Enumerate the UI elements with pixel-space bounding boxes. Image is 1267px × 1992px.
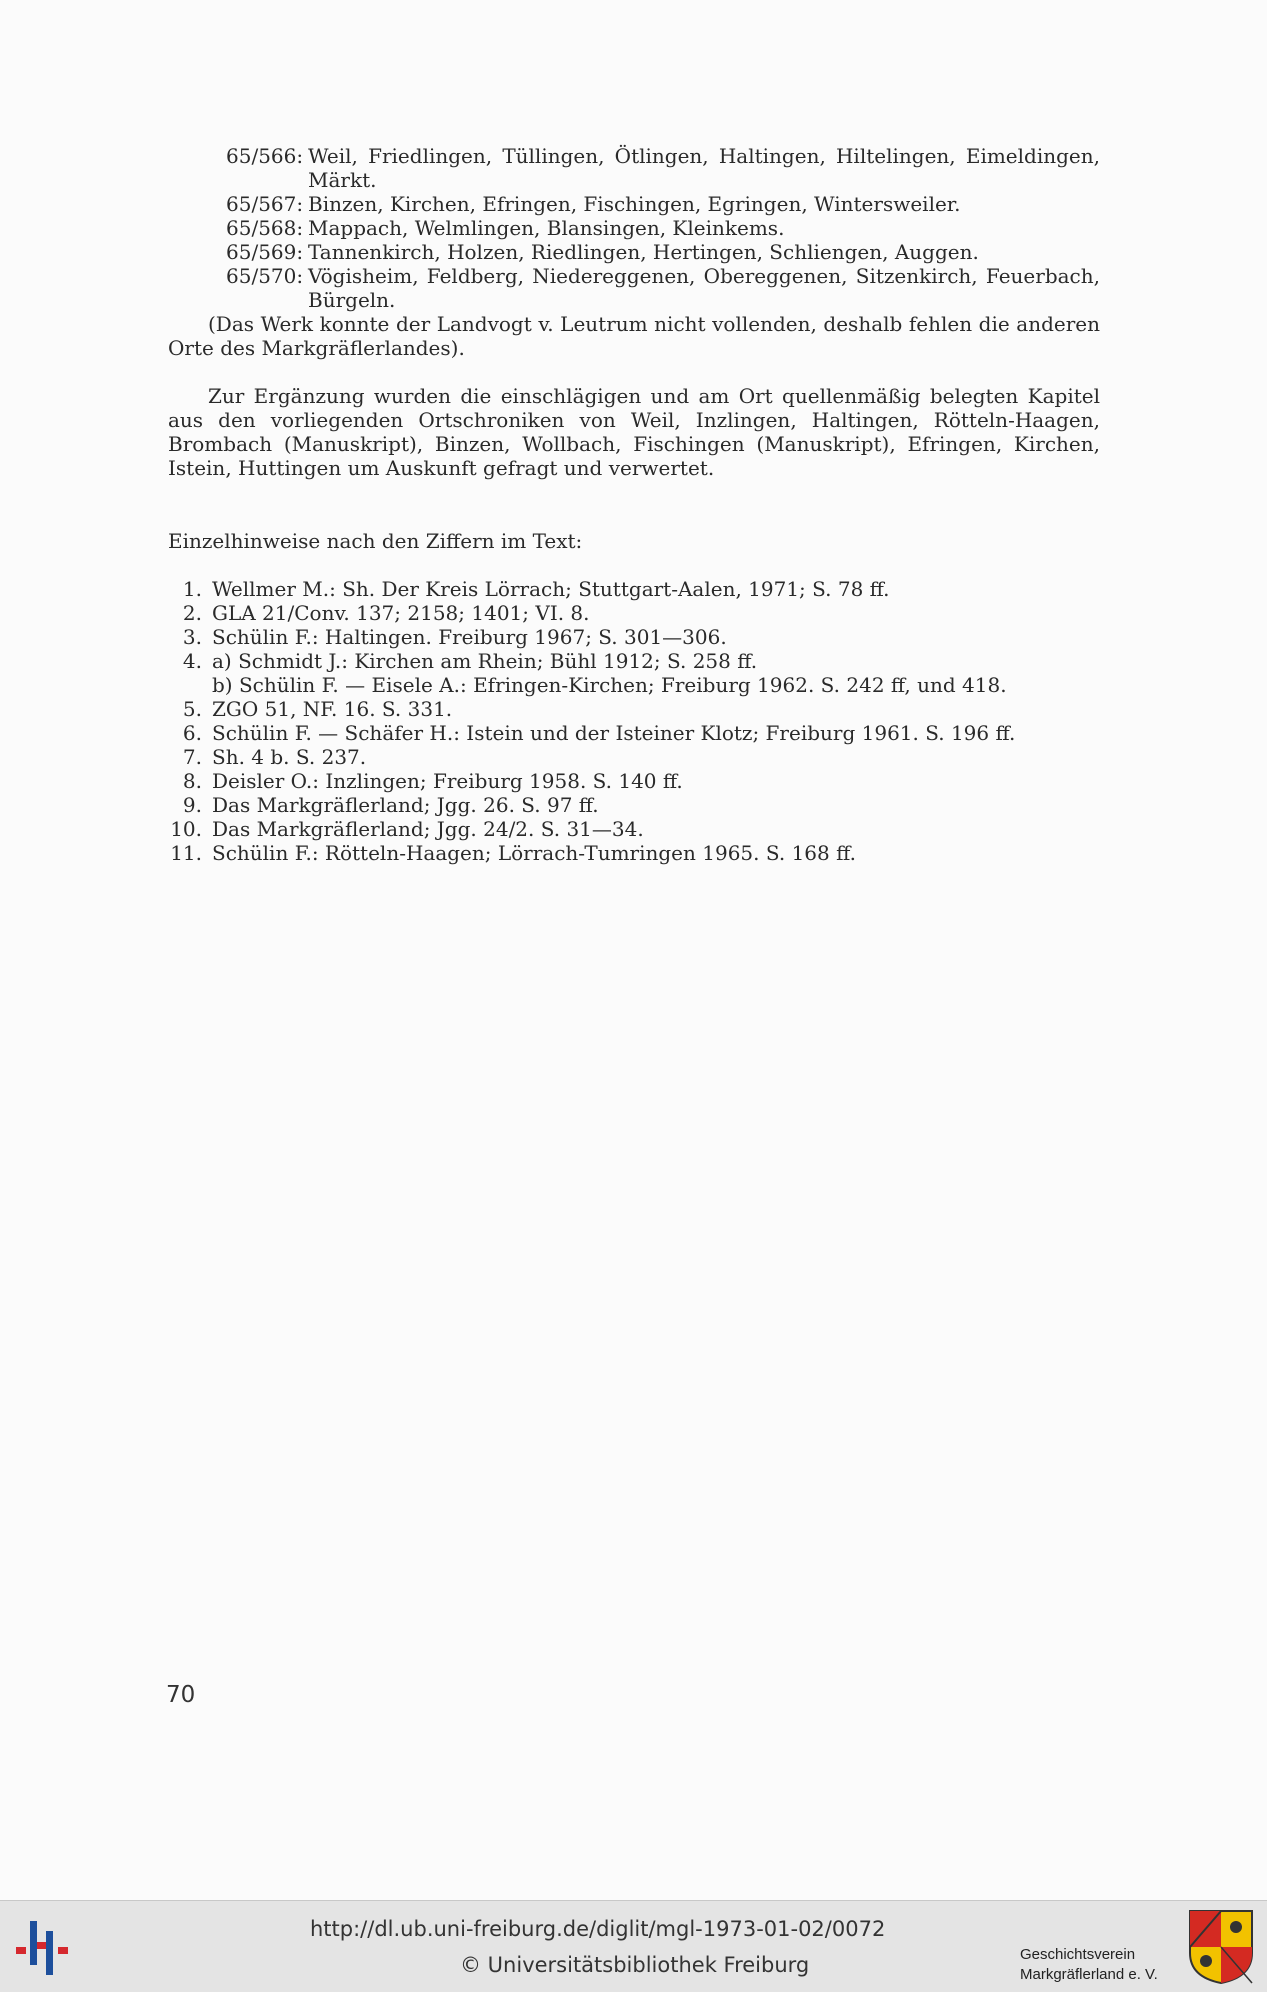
footnote-number: 7. [182,745,202,769]
registry-code: 65/566: [226,144,304,168]
registry-code: 65/568: [226,216,304,240]
footnote-item [168,625,1100,649]
footnote-number: 9. [182,793,202,817]
footnote-text: b) Schülin F. — Eisele A.: Efringen-Kirchen; Freiburg 1962. S. 242 ff, und 418. [212,673,1007,697]
footnote-number: 3. [182,625,202,649]
footnote-text: Das Markgräflerland; Jgg. 24/2. S. 31—34. [212,817,644,841]
registry-entry [168,240,1100,264]
footnote-number: 8. [182,769,202,793]
footnote-text: ZGO 51, NF. 16. S. 331. [212,697,453,721]
footnote-item [168,697,1100,721]
registry-code: 65/567: [226,192,304,216]
footnote-text: Deisler O.: Inzlingen; Freiburg 1958. S. 140 ff. [212,769,683,793]
registry-text: Tannenkirch, Holzen, Riedlingen, Hertingen, Schliengen, Auggen. [308,240,979,264]
coat-of-arms-icon [1188,1909,1254,1985]
footnote-text: a) Schmidt J.: Kirchen am Rhein; Bühl 1912; S. 258 ff. [212,649,758,673]
footnote-item [168,577,1100,601]
footnote-list [168,577,1100,865]
footnote-item [168,649,1100,673]
footnote-number: 6. [182,721,202,745]
footnote-text: Schülin F.: Rötteln-Haagen; Lörrach-Tumringen 1965. S. 168 ff. [212,841,856,865]
footnote-text: Schülin F.: Haltingen. Freiburg 1967; S. 301—306. [212,625,727,649]
registry-text: Weil, Friedlingen, Tüllingen, Ötlingen, Haltingen, Hiltelingen, Eimeldingen, Märkt. [308,144,1100,192]
body-paragraph: Zur Ergänzung wurden die einschlägigen und am Ort quellenmäßig belegten Kapitel aus den vorliegenden Ortschroniken von Weil, Inzlingen, Haltingen, Rötteln-Haagen, Brombach (Manuskript), Binzen, Wollbach, Fischingen (Manuskript), Efringen, Kirchen, Istein, Huttingen um Auskunft gefragt und verwertet. [168,384,1100,480]
society-line-1: Geschichtsverein [1020,1946,1136,1963]
footnote-text: Das Markgräflerland; Jgg. 26. S. 97 ff. [212,793,599,817]
copyright-text: © Universitätsbibliothek Freiburg [460,1953,810,1977]
registry-note: (Das Werk konnte der Landvogt v. Leutrum nicht vollenden, deshalb fehlen die anderen Orte des Markgräflerlandes). [168,312,1100,360]
footnote-item [168,745,1100,769]
society-name [1020,1945,1158,1985]
footnote-item [168,721,1100,745]
footnote-number: 1. [182,577,202,601]
footnote-text: Schülin F. — Schäfer H.: Istein und der Isteiner Klotz; Freiburg 1961. S. 196 ff. [212,721,1016,745]
registry-entry [168,144,1100,192]
footnote-item [168,673,1100,697]
footnote-item [168,769,1100,793]
library-logo-icon[interactable] [16,1915,82,1981]
footnotes-heading: Einzelhinweise nach den Ziffern im Text: [168,529,583,553]
footnote-text: GLA 21/Conv. 137; 2158; 1401; VI. 8. [212,601,590,625]
registry-entry [168,216,1100,240]
permalink-url[interactable]: http://dl.ub.uni-freiburg.de/diglit/mgl-1973-01-02/0072 [310,1917,886,1941]
registry-text: Vögisheim, Feldberg, Niedereggenen, Obereggenen, Sitzenkirch, Feuerbach, Bürgeln. [308,264,1100,312]
registry-entry [168,264,1100,312]
footnote-item [168,601,1100,625]
footnote-number: 2. [182,601,202,625]
society-line-2: Markgräflerland e. V. [1020,1966,1158,1983]
footnote-text: Sh. 4 b. S. 237. [212,745,367,769]
registry-code: 65/569: [226,240,304,264]
footnote-number: 5. [182,697,202,721]
footnote-text: Wellmer M.: Sh. Der Kreis Lörrach; Stuttgart-Aalen, 1971; S. 78 ff. [212,577,890,601]
registry-text: Mappach, Welmlingen, Blansingen, Kleinkems. [308,216,785,240]
footnote-item [168,793,1100,817]
footnote-number: 4. [182,649,202,673]
footnote-item [168,817,1100,841]
footnote-number [168,673,202,697]
page-number: 70 [166,1682,196,1708]
footnote-number: 11. [170,841,202,865]
footer-bar [0,1900,1267,1992]
registry-entry [168,192,1100,216]
registry-text: Binzen, Kirchen, Efringen, Fischingen, Egringen, Wintersweiler. [308,192,961,216]
registry-code: 65/570: [226,264,304,288]
registry-list [168,144,1100,360]
footnote-item [168,841,1100,865]
footnote-number: 10. [170,817,202,841]
